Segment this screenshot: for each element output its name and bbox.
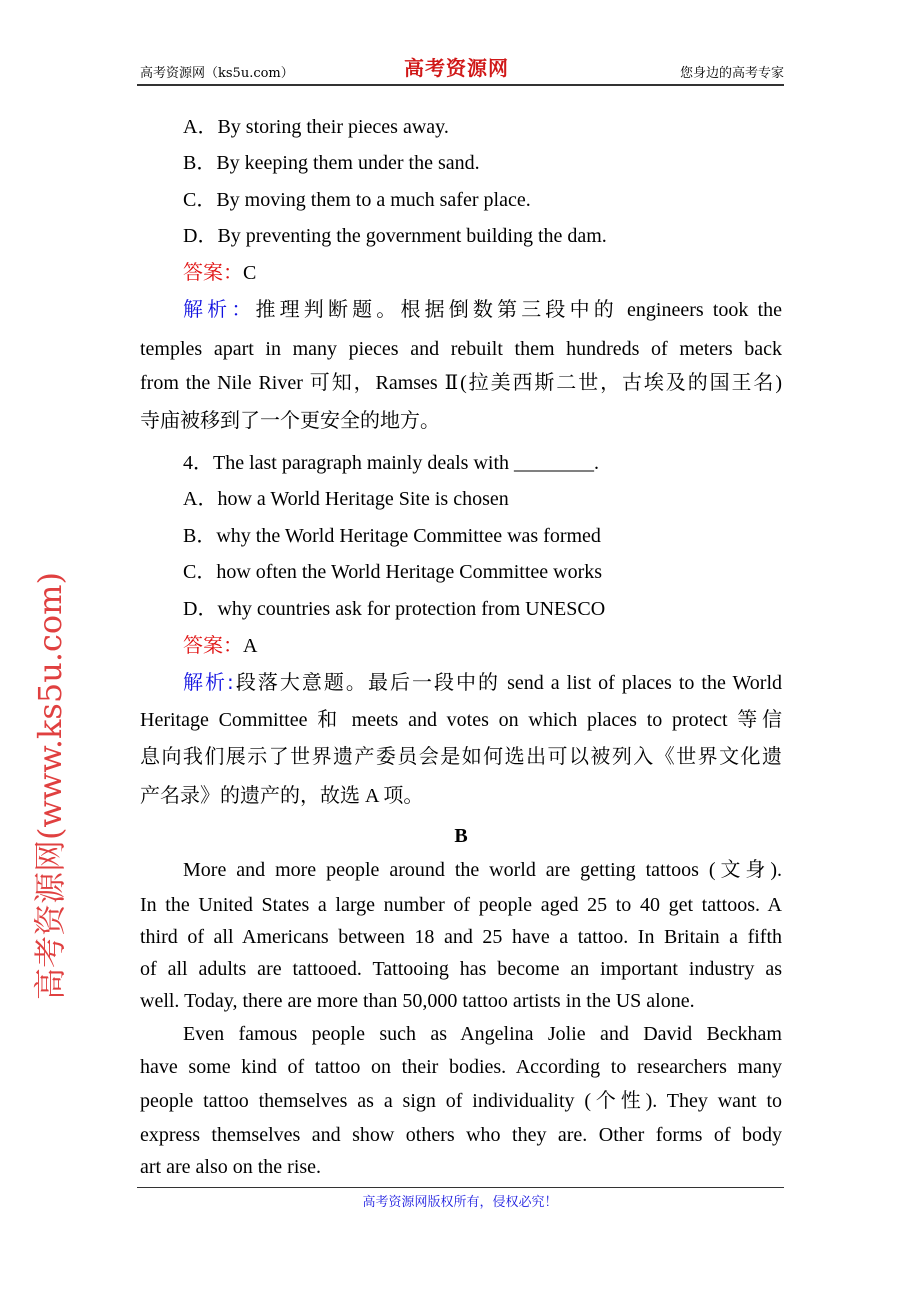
q4-stem: 4．The last paragraph mainly deals with ________. <box>183 452 600 474</box>
q3-option-c: C．By moving them to a much safer place. <box>183 189 531 211</box>
answer-value: A <box>243 635 258 657</box>
analysis-line: temples apart in many pieces and rebuilt them hundreds of meters back <box>140 338 782 360</box>
q4-answer <box>183 633 782 658</box>
analysis-line: 息向我们展示了世界遗产委员会是如何选出可以被列入《世界文化遗 <box>140 746 782 768</box>
watermark: 高考资源网(www.ks5u.com) <box>31 571 69 1000</box>
q3-option-d: D．By preventing the government building the dam. <box>183 225 607 247</box>
section-title: B <box>454 825 468 847</box>
answer-label: 答案： <box>183 260 243 284</box>
q4-option-c: C．how often the World Heritage Committee works <box>183 561 603 583</box>
site-logo: 高考资源网 <box>404 56 509 80</box>
passage-line: have some kind of tattoo on their bodies. According to researchers many <box>140 1056 782 1078</box>
passage-line: well. Today, there are more than 50,000 tattoo artists in the US alone. <box>140 990 695 1012</box>
passage-line: In the United States a large number of people aged 25 to 40 get tattoos. A <box>140 894 782 916</box>
passage-line: people tattoo themselves as a sign of individuality (个性). They want to <box>140 1090 782 1112</box>
q4-option-b: B．why the World Heritage Committee was formed <box>183 525 601 547</box>
analysis-line: 产名录》的遗产的，故选 A 项。 <box>140 785 424 807</box>
footer-rule <box>137 1187 784 1188</box>
analysis-line: 段落大意题。最后一段中的 send a list of places to the World <box>233 672 782 694</box>
header-left: 高考资源网（ks5u.com） <box>140 66 294 81</box>
analysis-line: 寺庙被移到了一个更安全的地方。 <box>140 410 440 432</box>
q3-option-b: B．By keeping them under the sand. <box>183 152 480 174</box>
passage-line: third of all Americans between 18 and 25 have a tattoo. In Britain a fifth <box>140 926 782 948</box>
q4-option-d: D．why countries ask for protection from UNESCO <box>183 598 606 620</box>
q4-analysis <box>183 670 782 695</box>
footer-text: 高考资源网版权所有，侵权必究！ <box>362 1195 558 1210</box>
passage-line: express themselves and show others who they are. Other forms of body <box>140 1124 782 1146</box>
header-rule <box>137 84 784 86</box>
q3-analysis <box>183 297 782 322</box>
analysis-label: 解析: <box>183 670 234 694</box>
passage-line: More and more people around the world are getting tattoos (文身). <box>183 859 782 881</box>
passage-line: art are also on the rise. <box>140 1156 322 1178</box>
analysis-line: from the Nile River 可知，Ramses Ⅱ(拉美西斯二世，古埃及的国王名) <box>140 372 782 394</box>
analysis-line: 推理判断题。根据倒数第三段中的 engineers took the <box>255 299 782 321</box>
q3-answer <box>183 260 782 285</box>
answer-value: C <box>243 262 257 284</box>
q3-option-a: A．By storing their pieces away. <box>183 116 449 138</box>
q4-option-a: A．how a World Heritage Site is chosen <box>183 488 509 510</box>
analysis-line: Heritage Committee 和 meets and votes on which places to protect 等信 <box>140 709 782 731</box>
passage-line: of all adults are tattooed. Tattooing has become an important industry as <box>140 958 782 980</box>
analysis-label: 解析： <box>183 297 256 321</box>
answer-label: 答案： <box>183 633 243 657</box>
header-right: 您身边的高考专家 <box>679 66 784 81</box>
passage-line: Even famous people such as Angelina Jolie and David Beckham <box>183 1023 782 1045</box>
